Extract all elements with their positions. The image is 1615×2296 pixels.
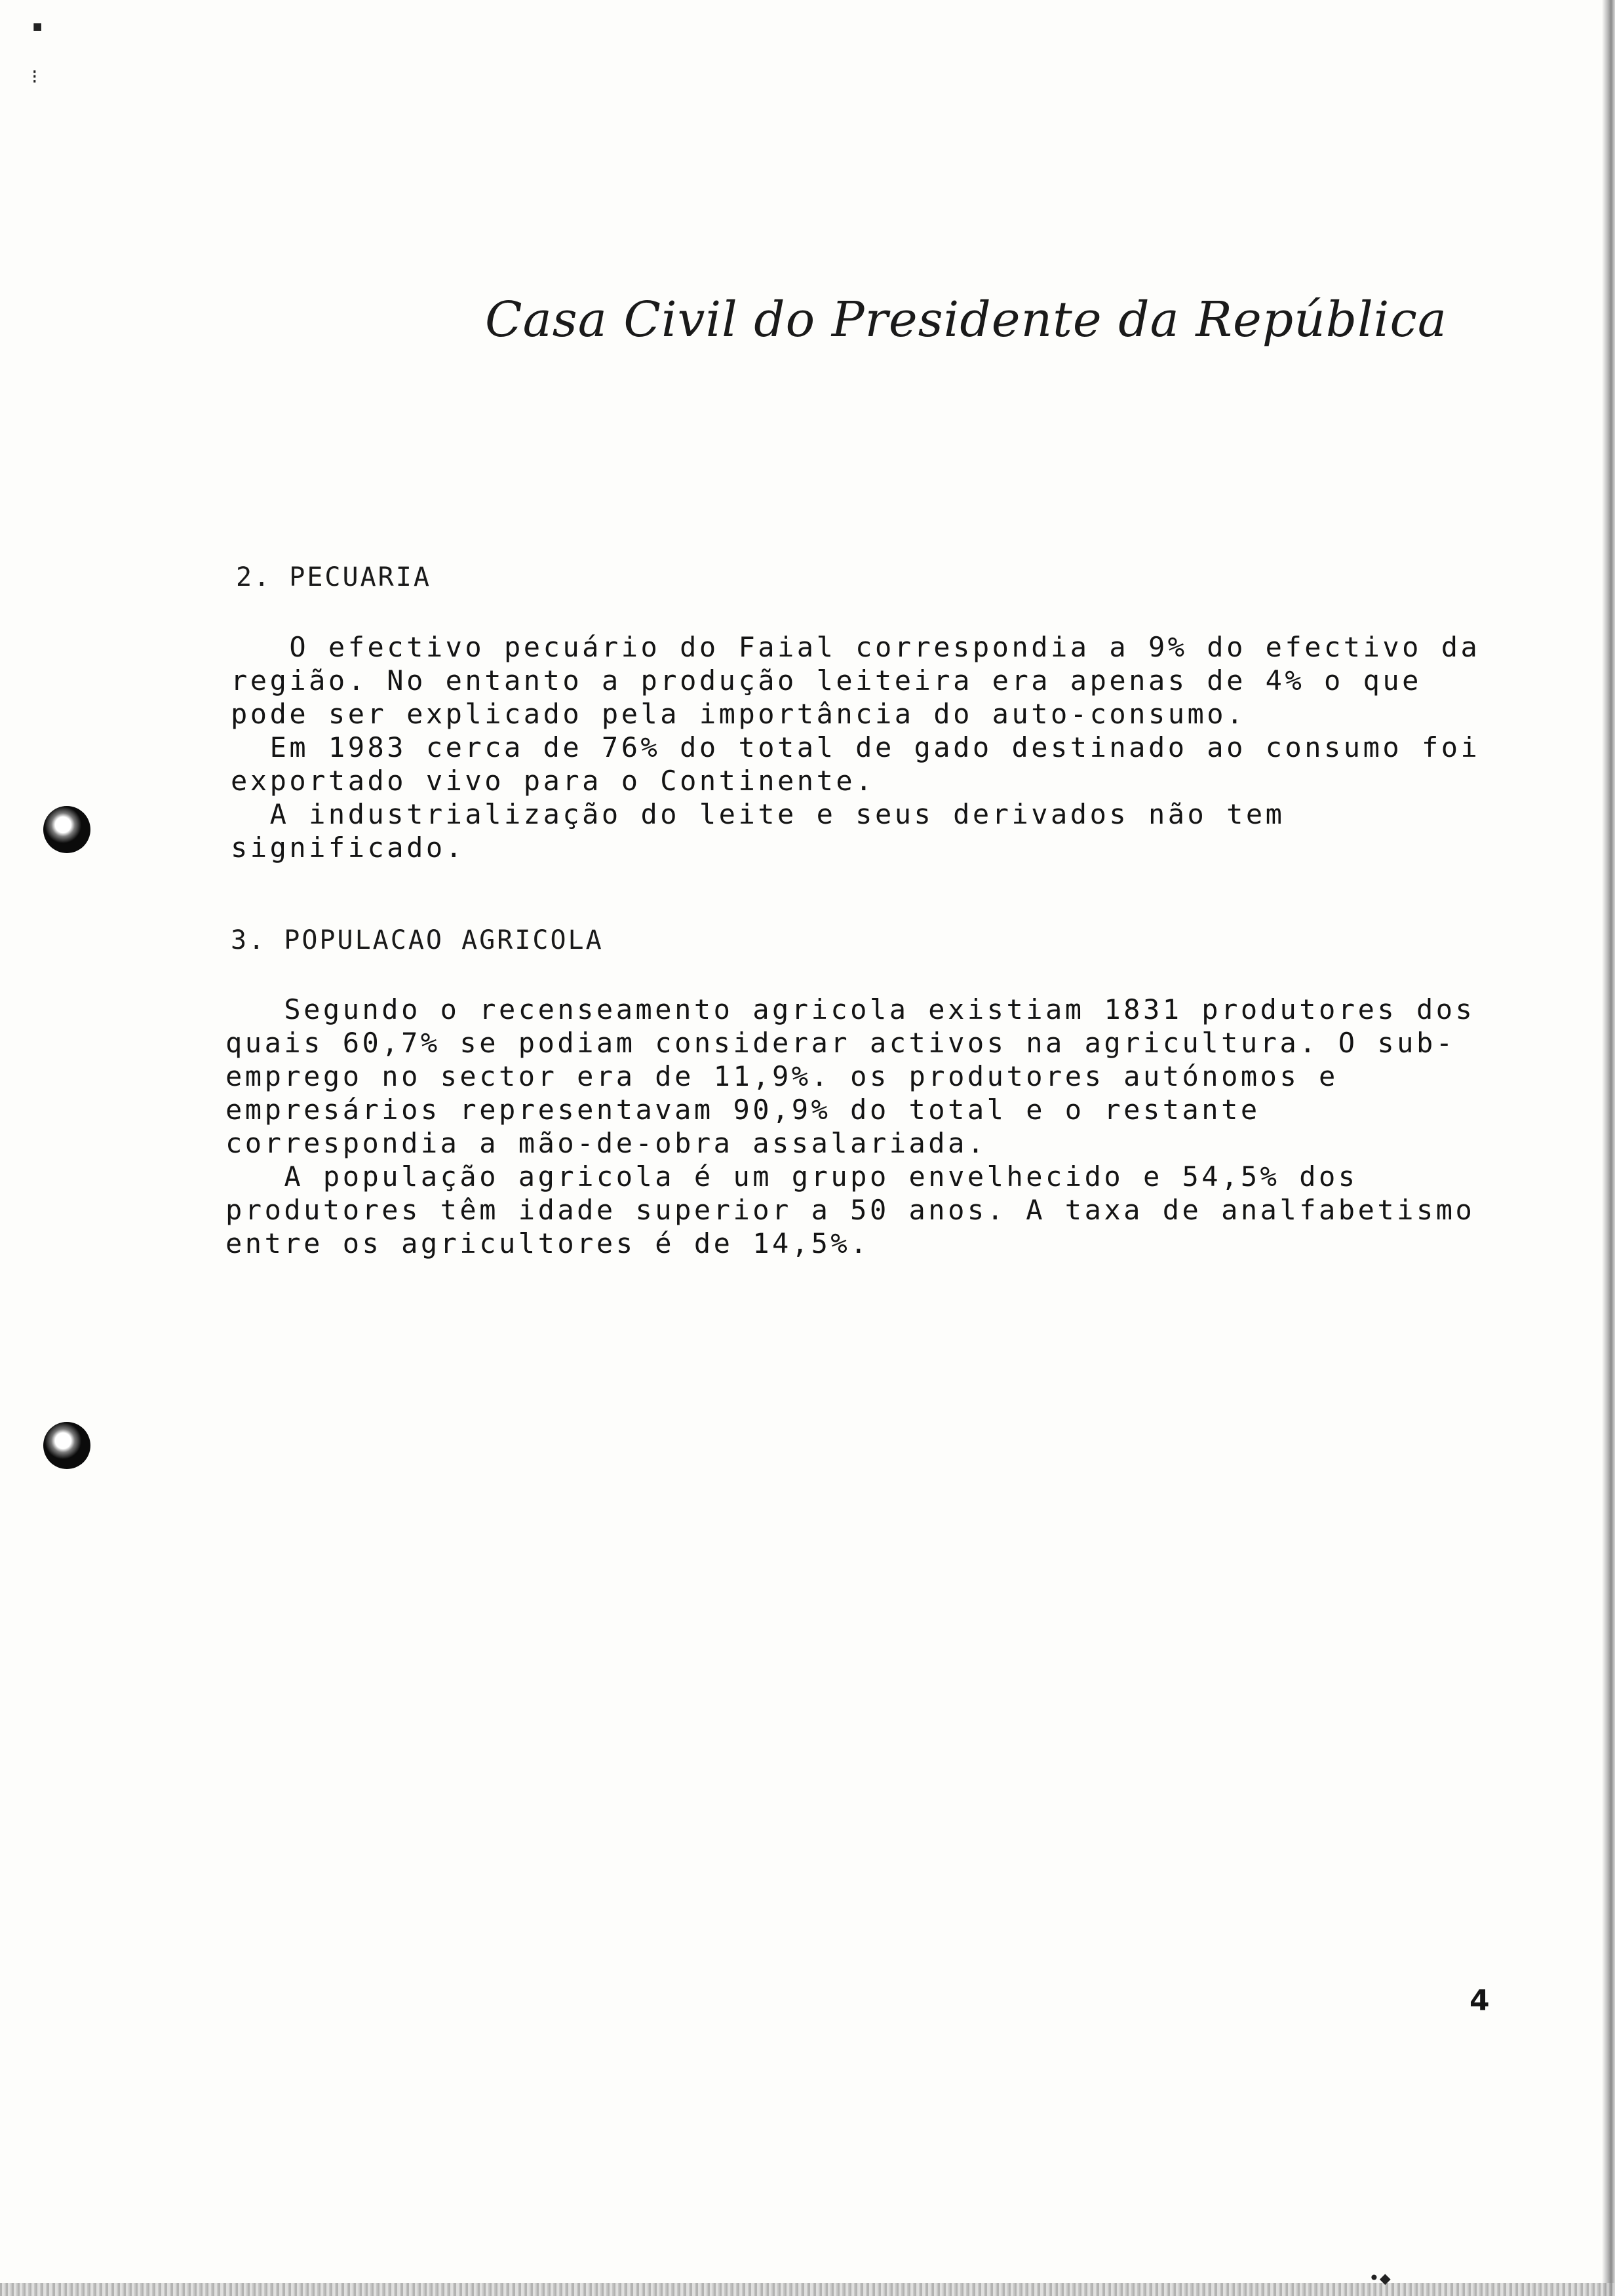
text-line: Em 1983 cerca de 76% do total de gado destinado ao consumo foi xyxy=(231,731,1481,763)
punch-hole-icon xyxy=(43,1422,90,1469)
text-line: entre os agricultores é de 14,5%. xyxy=(225,1227,870,1259)
text-line: região. No entanto a produção leiteira era apenas de 4% o que xyxy=(231,664,1422,697)
text-line: A população agricola é um grupo envelhecido e 54,5% dos xyxy=(225,1160,1358,1193)
section-heading-populacao-agricola: 3. POPULACAO AGRICOLA xyxy=(231,925,604,955)
corner-mark: ▪ xyxy=(31,14,44,37)
text-line: O efectivo pecuário do Faial correspondia a 9% do efectivo da xyxy=(231,631,1481,663)
text-line: produtores têm idade superior a 50 anos. A taxa de analfabetismo xyxy=(225,1194,1475,1226)
letterhead: Casa Civil do Presidente da República xyxy=(485,292,1448,348)
section-body-pecuaria xyxy=(231,630,1480,864)
text-line: A industrialização do leite e seus derivados não tem xyxy=(231,798,1285,830)
text-line: exportado vivo para o Continente. xyxy=(231,765,875,797)
bottom-mark: •◆ xyxy=(1369,2267,1391,2289)
page-number: 4 xyxy=(1469,1984,1490,2018)
page-right-edge xyxy=(1602,0,1615,2296)
text-line: pode ser explicado pela importância do auto-consumo. xyxy=(231,698,1246,730)
text-line: quais 60,7% se podiam considerar activos na agricultura. O sub- xyxy=(225,1027,1456,1059)
text-line: empresários representavam 90,9% do total e o restante xyxy=(225,1094,1260,1126)
section-body-populacao-agricola xyxy=(225,993,1475,1260)
text-line: Segundo o recenseamento agricola existiam 1831 produtores dos xyxy=(225,993,1475,1025)
text-line: emprego no sector era de 11,9%. os produtores autónomos e xyxy=(225,1060,1338,1092)
text-line: significado. xyxy=(231,832,465,864)
punch-hole-icon xyxy=(43,806,90,853)
corner-mark: ⁝ xyxy=(31,66,38,88)
text-line: correspondia a mão-de-obra assalariada. xyxy=(225,1127,987,1159)
section-heading-pecuaria: 2. PECUARIA xyxy=(236,562,431,592)
